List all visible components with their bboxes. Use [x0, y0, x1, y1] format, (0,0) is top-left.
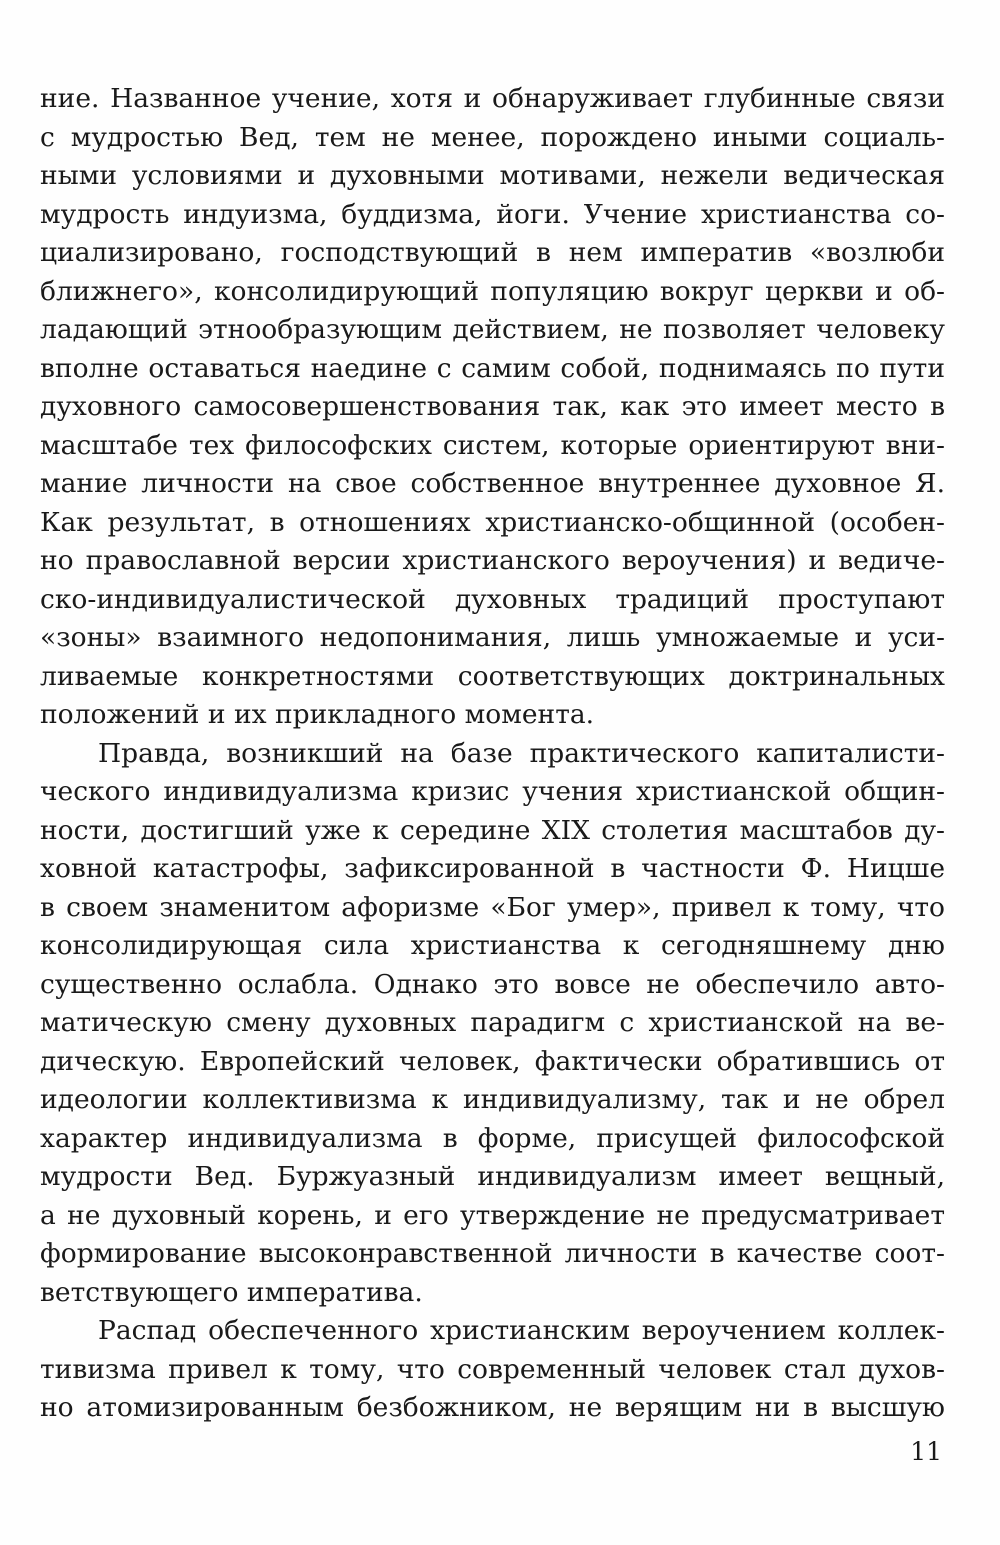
text-line: положений и их прикладного момента.: [40, 699, 595, 730]
text-line: формирование высоконравственной личности в качестве соот-: [40, 1238, 945, 1269]
text-line: с мудростью Вед, тем не менее, порождено иными социаль-: [40, 121, 945, 153]
page-number: 11: [910, 1437, 942, 1466]
text-line: Распад обеспеченного христианским вероучением коллек-: [98, 1315, 945, 1346]
text-line: ными условиями и духовными мотивами, нежели ведическая: [40, 160, 945, 191]
text-line: в своем знаменитом афоризме «Бог умер», привел к тому, что: [40, 891, 945, 923]
text-line: «зоны» взаимного недопонимания, лишь умножаемые и уси-: [40, 622, 945, 653]
text-line: ближнего», консолидирующий популяцию вокруг церкви и об-: [40, 275, 945, 307]
text-line: мудрость индуизма, буддизма, йоги. Учение христианства со-: [40, 198, 945, 230]
text-line: а не духовный корень, и его утверждение не предусматривает: [40, 1199, 945, 1231]
text-line: матическую смену духовных парадигм с христианской на ве-: [40, 1007, 945, 1038]
text-line: идеологии коллективизма к индивидуализму, так и не обрел: [40, 1084, 945, 1115]
text-line: ние. Названное учение, хотя и обнаруживает глубинные связи: [40, 83, 945, 114]
text-line: ховной катастрофы, зафиксированной в частности Ф. Ницше: [40, 853, 945, 884]
text-line: характер индивидуализма в форме, присущей философской: [40, 1122, 945, 1154]
text-line: мание личности на свое собственное внутреннее духовное Я.: [40, 468, 945, 499]
paragraph: [40, 735, 945, 1313]
text-line: существенно ослабла. Однако это вовсе не обеспечило авто-: [40, 968, 945, 1000]
text-line: мудрости Вед. Буржуазный индивидуализм имеет вещный,: [40, 1161, 945, 1192]
text-line: ливаемые конкретностями соответствующих доктринальных: [40, 660, 945, 692]
text-line: но атомизированным безбожником, не верящим ни в высшую: [40, 1392, 945, 1423]
text-line: циализировано, господствующий в нем императив «возлюби: [40, 237, 945, 268]
text-line: но православной версии христианского вероучения) и ведиче-: [40, 545, 945, 576]
text-line: масштабе тех философских систем, которые ориентируют вни-: [40, 429, 945, 461]
text-line: тивизма привел к тому, что современный человек стал духов-: [40, 1353, 945, 1385]
paragraph: [40, 1312, 945, 1428]
text-line: ладающий этнообразующим действием, не позволяет человеку: [40, 314, 945, 345]
text-line: ности, достигший уже к середине XIX столетия масштабов ду-: [40, 814, 945, 846]
body-text: [40, 80, 945, 1428]
text-line: духовного самосовершенствования так, как это имеет место в: [40, 391, 945, 422]
text-line: ветствующего императива.: [40, 1276, 423, 1308]
text-line: Как результат, в отношениях христианско-общинной (особен-: [40, 506, 945, 538]
text-line: ско-индивидуалистической духовных традиций проступают: [40, 583, 945, 615]
paragraph: [40, 80, 945, 735]
text-line: дическую. Европейский человек, фактически обратившись от: [40, 1045, 945, 1077]
text-line: ческого индивидуализма кризис учения христианской общин-: [40, 776, 945, 807]
text-line: консолидирующая сила христианства к сегодняшнему дню: [40, 930, 945, 961]
text-line: вполне оставаться наедине с самим собой, поднимаясь по пути: [40, 352, 945, 384]
text-line: Правда, возникший на базе практического капиталисти-: [98, 737, 945, 769]
